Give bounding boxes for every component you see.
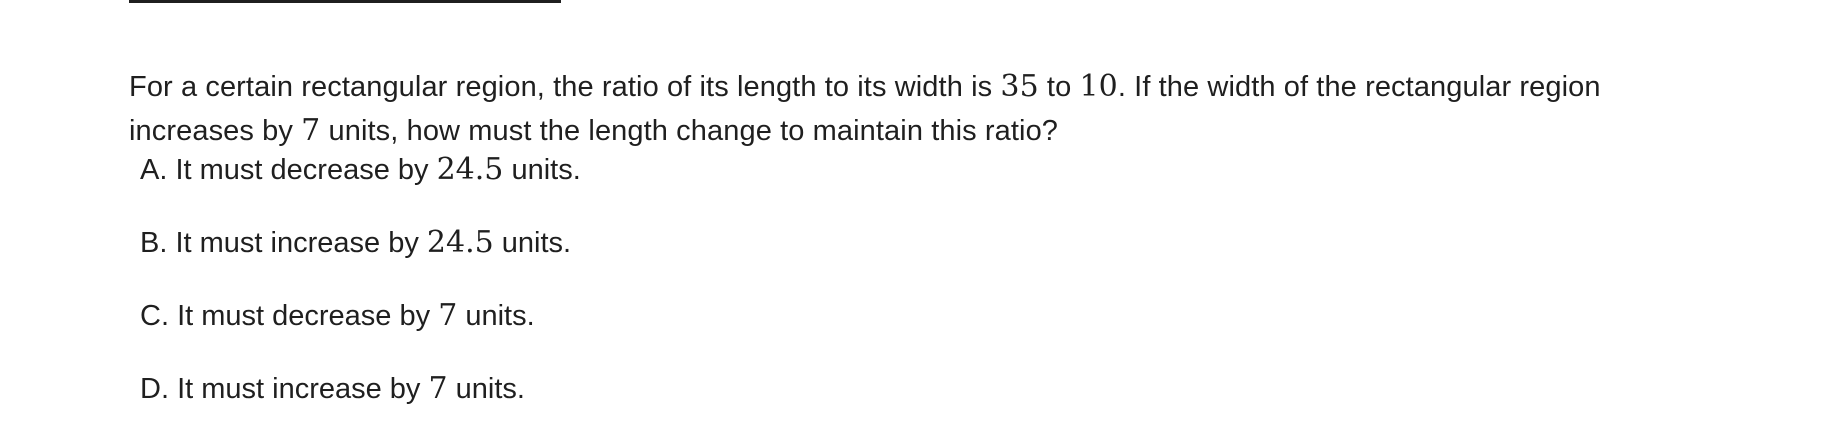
question-part-1: For a certain rectangular region, the ratio of its length to its width is — [129, 71, 1001, 103]
question-part-3: . If the width of the rectangular region increases by — [129, 71, 1601, 147]
top-divider — [129, 0, 561, 3]
question-part-4: units, how must the length change to maintain this ratio? — [320, 115, 1059, 147]
width-increase-value: 7 — [301, 113, 321, 148]
choice-d-letter: D. — [140, 373, 169, 405]
choice-b-text: It must increase by — [175, 227, 427, 259]
answer-choices — [140, 148, 581, 411]
choice-b[interactable] — [140, 221, 581, 265]
choice-d-units: units. — [447, 373, 525, 405]
choice-b-units: units. — [493, 227, 572, 259]
choice-b-letter: B. — [140, 227, 168, 259]
choice-c-text: It must decrease by — [177, 300, 439, 332]
choice-a[interactable] — [140, 148, 581, 192]
choice-d-value: 7 — [428, 371, 448, 406]
question-text — [129, 65, 1689, 153]
choice-c-units: units. — [457, 300, 535, 332]
ratio-width-value: 10 — [1079, 69, 1118, 104]
choice-c[interactable] — [140, 294, 581, 338]
choice-d-text: It must increase by — [177, 373, 429, 405]
choice-a-value: 24.5 — [436, 152, 504, 187]
choice-b-value: 24.5 — [426, 225, 494, 260]
choice-a-text: It must decrease by — [175, 154, 437, 186]
choice-a-letter: A. — [140, 154, 168, 186]
choice-c-letter: C. — [140, 300, 169, 332]
choice-d[interactable] — [140, 367, 581, 411]
choice-c-value: 7 — [438, 298, 458, 333]
ratio-length-value: 35 — [1000, 69, 1039, 104]
question-part-2: to — [1038, 71, 1080, 103]
choice-a-units: units. — [503, 154, 581, 186]
